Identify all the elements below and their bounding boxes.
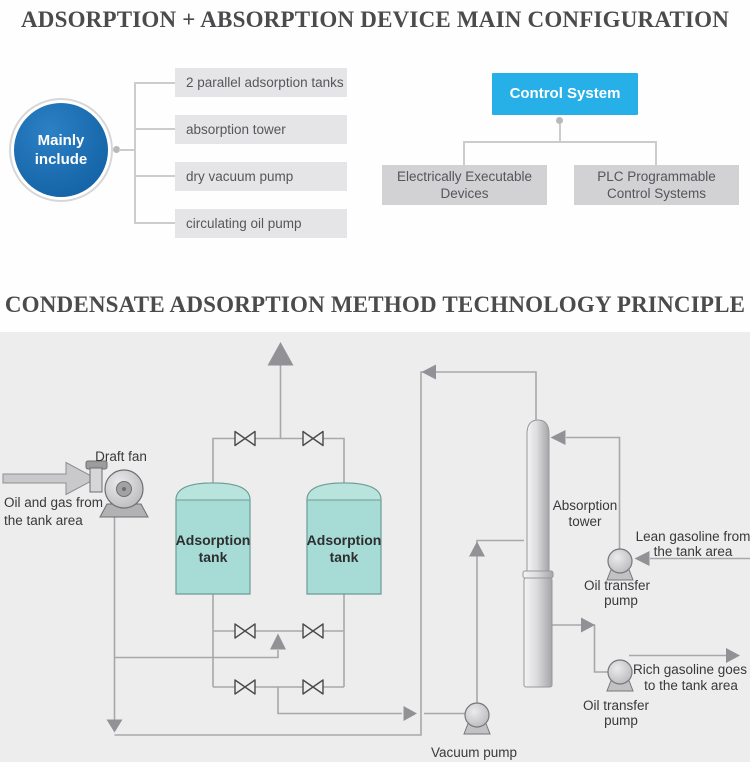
- control-child-electrical-devices: [382, 165, 547, 205]
- lean-oil-transfer-pump-icon: [607, 549, 633, 580]
- tree-line: [463, 141, 465, 166]
- vacuum-pump-label: Vacuum pump: [430, 745, 518, 760]
- rich-gasoline-label-line2: to the tank area: [644, 678, 738, 693]
- absorption-tower: [523, 420, 553, 687]
- rich-pump-label-line2: pump: [604, 713, 638, 728]
- bracket-stub: [134, 175, 175, 177]
- lean-pump-label-line1: Oil transfer: [583, 578, 651, 593]
- mainly-include-hub: [9, 98, 113, 202]
- rich-oil-transfer-pump-icon: [607, 660, 633, 691]
- control-child-plc-systems: [574, 165, 739, 205]
- config-item-dry-vacuum-pump: dry vacuum pump: [175, 162, 347, 191]
- lean-gasoline-label-line2: the tank area: [653, 544, 733, 559]
- tank1-label-line1: Adsorption: [175, 532, 251, 548]
- config-item-absorption-tower: absorption tower: [175, 115, 347, 144]
- page-title: ADSORPTION + ABSORPTION DEVICE MAIN CONFIGURATION: [20, 7, 730, 32]
- lean-gasoline-label-line1: Lean gasoline from: [635, 529, 750, 544]
- connector-line: [119, 149, 135, 151]
- connector-dot: [556, 117, 563, 124]
- config-item-adsorption-tanks: 2 parallel adsorption tanks: [175, 68, 347, 97]
- oil-gas-label-line1: Oil and gas from: [4, 495, 104, 510]
- tree-line: [464, 141, 657, 143]
- tree-line: [655, 141, 657, 166]
- hub-label-line1: Mainly: [37, 132, 85, 149]
- hub-label-line2: include: [34, 151, 88, 168]
- lean-pump-label-line2: pump: [604, 593, 638, 608]
- tank1-label-line2: tank: [198, 549, 228, 565]
- section-title-technology-principle: CONDENSATE ADSORPTION METHOD TECHNOLOGY PRINCIPLE: [4, 292, 746, 317]
- config-item-circulating-oil-pump: circulating oil pump: [175, 209, 347, 238]
- draft-fan-label: Draft fan: [95, 449, 147, 464]
- bracket-stub: [134, 222, 175, 224]
- tank2-label-line1: Adsorption: [306, 532, 382, 548]
- tree-line: [559, 124, 561, 142]
- bracket-stub: [134, 128, 175, 130]
- vacuum-pump-icon: [464, 703, 490, 734]
- bracket-line: [134, 82, 136, 224]
- tower-label-line1: Absorption: [552, 498, 618, 513]
- tank2-label-line2: tank: [329, 549, 359, 565]
- child-label-line2: Devices: [440, 186, 489, 201]
- child-label-line1: Electrically Executable: [396, 169, 533, 184]
- process-flow-diagram: [0, 332, 750, 762]
- oil-gas-label-line2: the tank area: [4, 513, 83, 528]
- control-system-box: Control System: [492, 73, 638, 115]
- rich-pump-label-line1: Oil transfer: [582, 698, 650, 713]
- tower-label-line2: tower: [568, 514, 602, 529]
- child-label-line1: PLC Programmable: [597, 169, 716, 184]
- rich-gasoline-label-line1: Rich gasoline goes: [632, 662, 748, 677]
- bracket-stub: [134, 82, 175, 84]
- mainly-include-circle: [11, 100, 111, 200]
- child-label-line2: Control Systems: [606, 186, 707, 201]
